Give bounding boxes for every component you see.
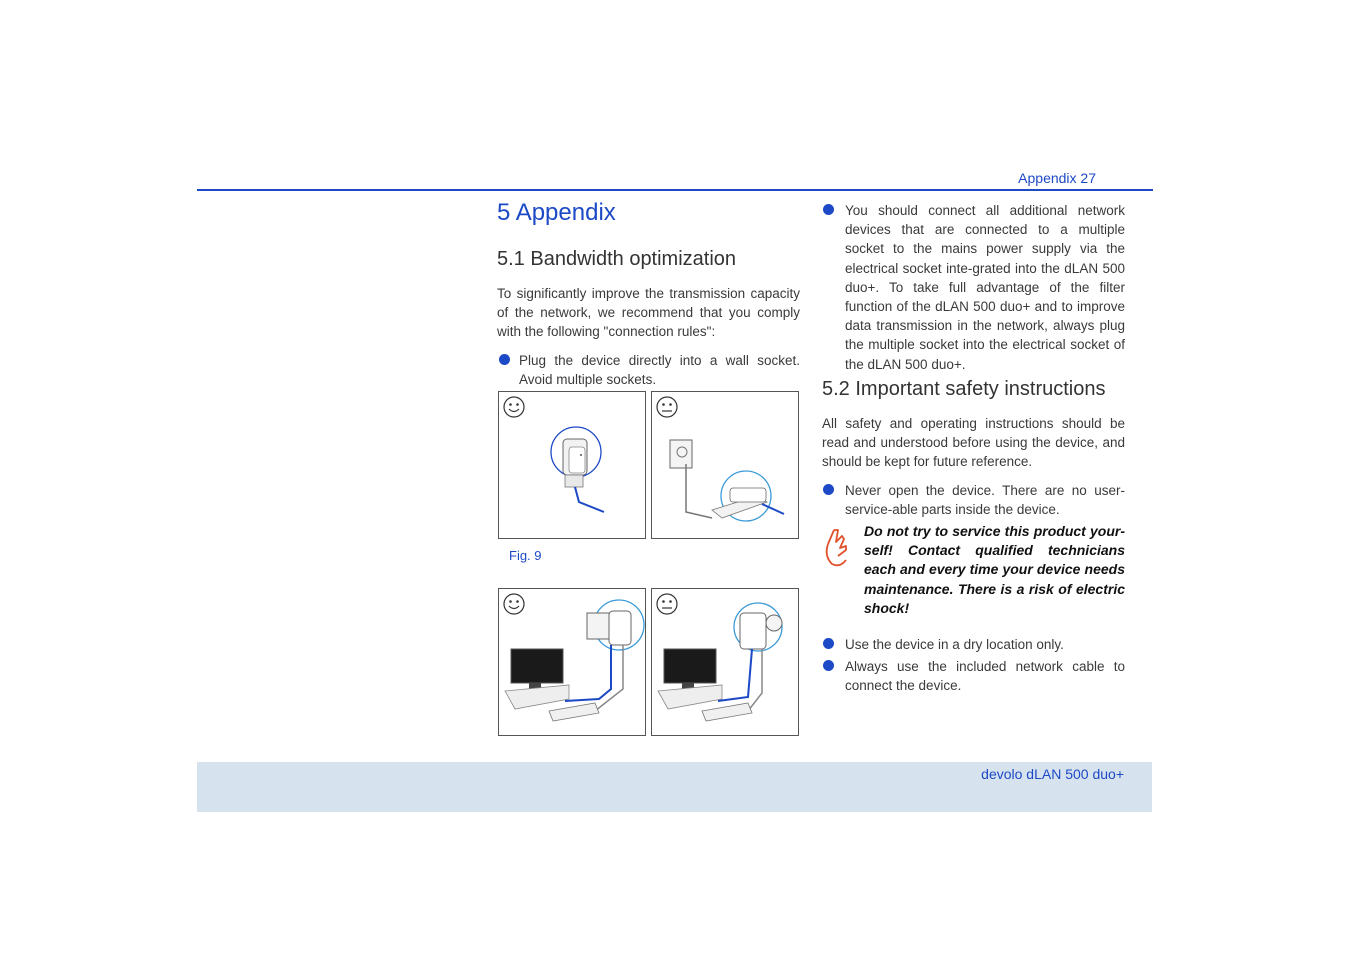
- figure-filter-socket-neutral: [651, 588, 799, 736]
- bullet-multiple-socket: You should connect all additional network devices that are connected to a multiple socket to the mains power supply via the electrical socket inte-grated into the dLAN 500 duo+. To take full advantage of the filter function of the dLAN 500 duo+ and to improve data transmission in the network, always plug the multiple socket into the electrical socket of the dLAN 500 duo+.: [845, 203, 1125, 372]
- safety-warning: Do not try to service this product your-self! Contact qualified technicians each and every time your device needs maintenance. There is a risk of electric shock!: [864, 523, 1125, 616]
- section-intro-bandwidth: To significantly improve the transmission capacity of the network, we recommend that you comply with the following "connection rules":: [497, 286, 800, 340]
- bullet-dot-icon: [823, 204, 834, 215]
- smiley-neutral-icon: [657, 594, 677, 614]
- bullet-dot-icon: [823, 484, 834, 495]
- smiley-happy-icon: [504, 594, 524, 614]
- header-rule: [197, 189, 1153, 191]
- smiley-neutral-icon: [657, 397, 677, 417]
- figure-wall-socket-good: [498, 391, 646, 539]
- bullet-dry-location: Use the device in a dry location only.: [845, 637, 1064, 652]
- figure-filter-socket-good: [498, 588, 646, 736]
- figure-caption: Fig. 9: [509, 548, 542, 563]
- footer-product-name: devolo dLAN 500 duo+: [981, 766, 1124, 782]
- bullet-wall-socket: Plug the device directly into a wall socket. Avoid multiple sockets.: [519, 353, 800, 388]
- bullet-network-cable: Always use the included network cable to connect the device.: [845, 659, 1125, 694]
- bullet-dot-icon: [499, 354, 510, 365]
- chapter-title: 5 Appendix: [497, 199, 616, 226]
- section-title-bandwidth: 5.1 Bandwidth optimization: [497, 248, 737, 270]
- bullet-dot-icon: [823, 638, 834, 649]
- hand-warning-icon: [822, 526, 852, 575]
- running-header: Appendix 27: [1018, 170, 1096, 186]
- bullet-never-open: Never open the device. There are no user-service-able parts inside the device.: [845, 483, 1125, 518]
- section-title-safety: 5.2 Important safety instructions: [822, 378, 1106, 400]
- smiley-happy-icon: [504, 397, 524, 417]
- section-intro-safety: All safety and operating instructions should be read and understood before using the device, and should be kept for future reference.: [822, 416, 1125, 470]
- bullet-dot-icon: [823, 660, 834, 671]
- figure-multiple-socket-neutral: [651, 391, 799, 539]
